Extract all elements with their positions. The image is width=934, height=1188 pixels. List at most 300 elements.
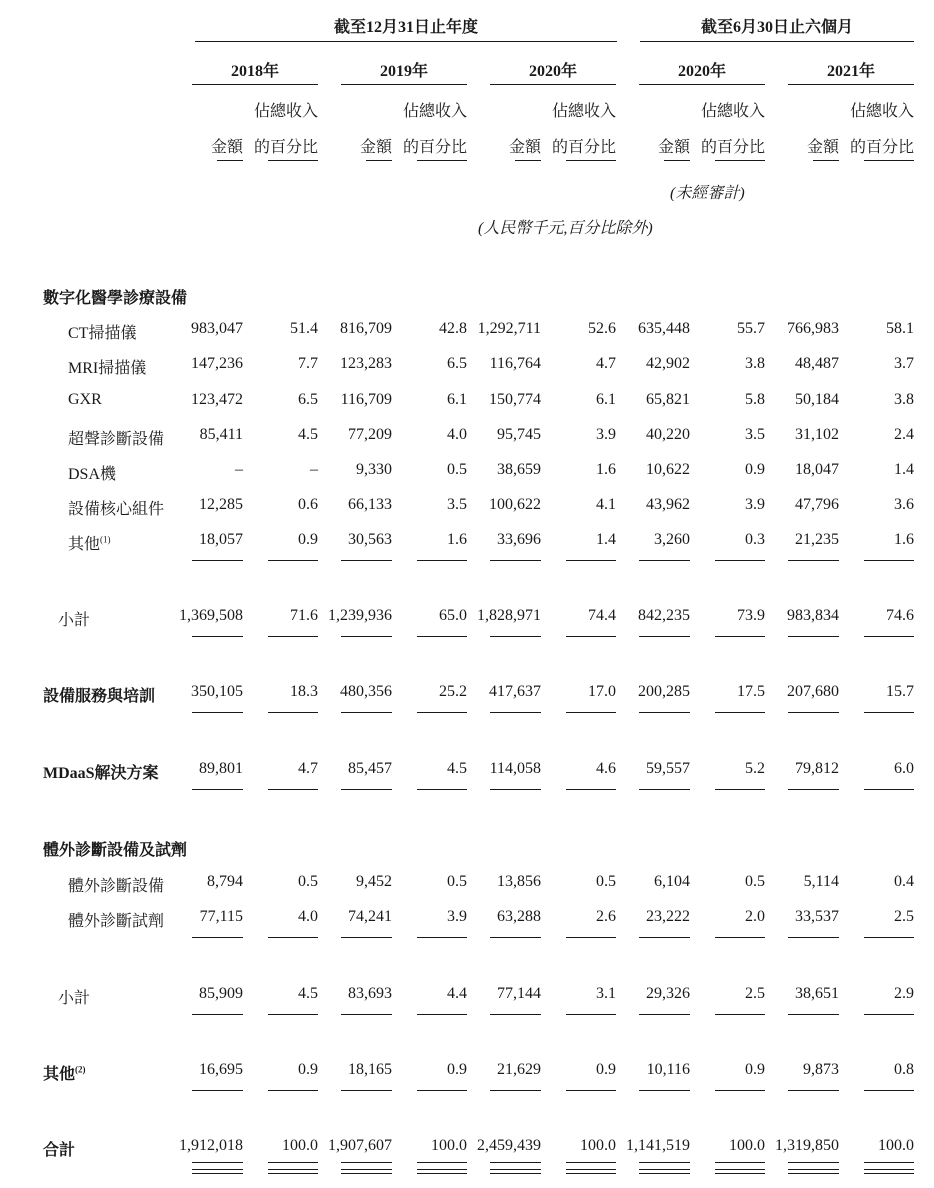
amount-cell-total: 1,141,519 bbox=[626, 1137, 690, 1154]
column-rule bbox=[490, 560, 541, 561]
row-label-core: 設備核心組件 bbox=[68, 501, 165, 518]
pct-cell-mdaas: 4.5 bbox=[447, 760, 467, 777]
row-label-ivd-equip: 體外診斷設備 bbox=[68, 878, 165, 895]
year-header-rule bbox=[639, 84, 765, 85]
amount-cell-ct: 766,983 bbox=[787, 320, 839, 337]
column-rule bbox=[639, 636, 690, 637]
column-rule bbox=[715, 1090, 765, 1091]
pct-cell-gxr: 6.5 bbox=[298, 391, 318, 408]
column-rule bbox=[715, 560, 765, 561]
amount-cell-others: 21,629 bbox=[497, 1061, 541, 1078]
amount-cell-subtotal1: 842,235 bbox=[638, 607, 690, 624]
amount-cell-subtotal2: 85,909 bbox=[199, 985, 243, 1002]
amount-cell-others: 16,695 bbox=[199, 1061, 243, 1078]
row-label-subtotal1: 小計 bbox=[58, 612, 91, 629]
amount-cell-subtotal1: 1,239,936 bbox=[328, 607, 392, 624]
column-rule bbox=[490, 789, 541, 790]
column-rule bbox=[566, 789, 616, 790]
pct-cell-mri: 4.7 bbox=[596, 355, 616, 372]
total-double-rule bbox=[490, 1169, 541, 1174]
column-rule bbox=[192, 560, 243, 561]
column-label-underline bbox=[417, 160, 467, 161]
pct-cell-subtotal2: 3.1 bbox=[596, 985, 616, 1002]
amount-cell-total: 1,319,850 bbox=[775, 1137, 839, 1154]
column-rule bbox=[490, 1090, 541, 1091]
year-header: 2019年 bbox=[379, 63, 428, 80]
column-label-underline bbox=[664, 160, 690, 161]
amount-cell-others: 9,873 bbox=[803, 1061, 839, 1078]
amount-cell-dsa: 9,330 bbox=[356, 461, 392, 478]
pct-cell-dsa: 0.9 bbox=[745, 461, 765, 478]
column-rule bbox=[715, 1014, 765, 1015]
column-rule bbox=[192, 1014, 243, 1015]
column-rule bbox=[566, 560, 616, 561]
amount-cell-other1: 30,563 bbox=[348, 531, 392, 548]
amount-column-label: 金額 bbox=[806, 139, 839, 156]
amount-cell-mdaas: 59,557 bbox=[646, 760, 690, 777]
pct-cell-gxr: 6.1 bbox=[447, 391, 467, 408]
column-rule bbox=[639, 937, 690, 938]
total-double-rule bbox=[192, 1169, 243, 1174]
column-rule bbox=[639, 789, 690, 790]
column-rule bbox=[566, 1162, 616, 1163]
pct-column-label-line2: 的百分比 bbox=[551, 139, 616, 156]
total-double-rule bbox=[341, 1169, 392, 1174]
amount-column-label: 金額 bbox=[359, 139, 392, 156]
pct-cell-dsa: 1.4 bbox=[894, 461, 914, 478]
pct-cell-total: 100.0 bbox=[282, 1137, 318, 1154]
row-label-other1 bbox=[68, 531, 111, 554]
pct-cell-dsa: 1.6 bbox=[596, 461, 616, 478]
pct-cell-core: 0.6 bbox=[298, 496, 318, 513]
amount-cell-subtotal1: 983,834 bbox=[787, 607, 839, 624]
pct-cell-ivd_equip: 0.5 bbox=[298, 873, 318, 890]
year-header-rule bbox=[788, 84, 914, 85]
pct-cell-ultrasound: 3.9 bbox=[596, 426, 616, 443]
pct-cell-others: 0.9 bbox=[745, 1061, 765, 1078]
column-rule bbox=[417, 636, 467, 637]
amount-cell-service: 417,637 bbox=[489, 683, 541, 700]
amount-cell-ivd_reagent: 33,537 bbox=[795, 908, 839, 925]
column-rule bbox=[417, 1090, 467, 1091]
pct-cell-mri: 3.8 bbox=[745, 355, 765, 372]
column-rule bbox=[417, 1162, 467, 1163]
row-label-dsa: DSA機 bbox=[68, 466, 117, 483]
amount-cell-service: 207,680 bbox=[787, 683, 839, 700]
column-rule bbox=[417, 560, 467, 561]
amount-column-label: 金額 bbox=[210, 139, 243, 156]
pct-cell-ct: 42.8 bbox=[439, 320, 467, 337]
pct-cell-mdaas: 6.0 bbox=[894, 760, 914, 777]
column-rule bbox=[639, 1162, 690, 1163]
column-rule bbox=[341, 1090, 392, 1091]
header-group-year: 截至12月31日止年度 bbox=[333, 19, 478, 36]
amount-cell-ct: 816,709 bbox=[340, 320, 392, 337]
column-rule bbox=[192, 789, 243, 790]
amount-cell-service: 350,105 bbox=[191, 683, 243, 700]
amount-cell-ivd_equip: 8,794 bbox=[207, 873, 243, 890]
total-double-rule bbox=[788, 1169, 839, 1174]
pct-cell-core: 4.1 bbox=[596, 496, 616, 513]
column-rule bbox=[192, 636, 243, 637]
pct-column-label-line2: 的百分比 bbox=[253, 139, 318, 156]
amount-cell-subtotal1: 1,828,971 bbox=[477, 607, 541, 624]
amount-cell-ultrasound: 85,411 bbox=[199, 426, 243, 443]
footnote-marker: (2) bbox=[75, 1064, 86, 1075]
amount-cell-ct: 635,448 bbox=[638, 320, 690, 337]
pct-cell-mri: 7.7 bbox=[298, 355, 318, 372]
year-header-rule bbox=[490, 84, 616, 85]
column-rule bbox=[864, 1162, 914, 1163]
column-rule bbox=[864, 560, 914, 561]
year-header-rule bbox=[192, 84, 318, 85]
year-header: 2018年 bbox=[230, 63, 279, 80]
amount-cell-mri: 42,902 bbox=[646, 355, 690, 372]
year-header-rule bbox=[341, 84, 467, 85]
column-rule bbox=[715, 789, 765, 790]
pct-cell-total: 100.0 bbox=[729, 1137, 765, 1154]
amount-cell-core: 100,622 bbox=[489, 496, 541, 513]
pct-column-label-line2: 的百分比 bbox=[849, 139, 914, 156]
row-label-ct: CT掃描儀 bbox=[68, 325, 137, 342]
pct-cell-service: 15.7 bbox=[886, 683, 914, 700]
amount-cell-mdaas: 114,058 bbox=[489, 760, 541, 777]
column-rule bbox=[788, 560, 839, 561]
column-label-underline bbox=[813, 160, 839, 161]
pct-cell-subtotal2: 4.5 bbox=[298, 985, 318, 1002]
amount-cell-ivd_equip: 9,452 bbox=[356, 873, 392, 890]
amount-cell-mri: 48,487 bbox=[795, 355, 839, 372]
amount-cell-others: 10,116 bbox=[646, 1061, 690, 1078]
pct-cell-ivd_equip: 0.4 bbox=[894, 873, 914, 890]
pct-cell-service: 17.0 bbox=[588, 683, 616, 700]
header-rule bbox=[195, 41, 617, 42]
amount-cell-gxr: 150,774 bbox=[489, 391, 541, 408]
column-rule bbox=[566, 712, 616, 713]
pct-cell-service: 25.2 bbox=[439, 683, 467, 700]
column-label-underline bbox=[268, 160, 318, 161]
column-rule bbox=[417, 1014, 467, 1015]
row-label-ultrasound: 超聲診斷設備 bbox=[68, 431, 165, 448]
amount-cell-mdaas: 79,812 bbox=[795, 760, 839, 777]
column-rule bbox=[341, 636, 392, 637]
pct-cell-ct: 52.6 bbox=[588, 320, 616, 337]
amount-cell-dsa: 18,047 bbox=[795, 461, 839, 478]
column-rule bbox=[490, 937, 541, 938]
pct-cell-ultrasound: 4.5 bbox=[298, 426, 318, 443]
column-rule bbox=[192, 712, 243, 713]
amount-cell-subtotal2: 29,326 bbox=[646, 985, 690, 1002]
pct-column-label-line2: 的百分比 bbox=[402, 139, 467, 156]
pct-cell-subtotal1: 74.4 bbox=[588, 607, 616, 624]
pct-cell-service: 18.3 bbox=[290, 683, 318, 700]
amount-cell-ivd_reagent: 63,288 bbox=[497, 908, 541, 925]
pct-cell-other1: 1.6 bbox=[894, 531, 914, 548]
pct-cell-dsa: – bbox=[310, 461, 318, 478]
amount-cell-ivd_equip: 5,114 bbox=[803, 873, 839, 890]
amount-cell-total: 2,459,439 bbox=[477, 1137, 541, 1154]
pct-cell-total: 100.0 bbox=[878, 1137, 914, 1154]
column-rule bbox=[639, 1014, 690, 1015]
pct-cell-other1: 1.6 bbox=[447, 531, 467, 548]
pct-column-label-line1: 佔總收入 bbox=[849, 103, 914, 120]
amount-column-label: 金額 bbox=[657, 139, 690, 156]
pct-cell-ct: 51.4 bbox=[290, 320, 318, 337]
column-rule bbox=[268, 636, 318, 637]
pct-cell-ivd_equip: 0.5 bbox=[745, 873, 765, 890]
pct-cell-core: 3.5 bbox=[447, 496, 467, 513]
column-rule bbox=[341, 1014, 392, 1015]
column-rule bbox=[341, 560, 392, 561]
column-rule bbox=[341, 937, 392, 938]
column-rule bbox=[864, 636, 914, 637]
column-rule bbox=[490, 1014, 541, 1015]
pct-cell-gxr: 6.1 bbox=[596, 391, 616, 408]
pct-cell-mdaas: 5.2 bbox=[745, 760, 765, 777]
header-group-half: 截至6月30日止六個月 bbox=[700, 19, 853, 36]
pct-cell-subtotal1: 65.0 bbox=[439, 607, 467, 624]
amount-cell-service: 200,285 bbox=[638, 683, 690, 700]
amount-cell-subtotal2: 38,651 bbox=[795, 985, 839, 1002]
column-rule bbox=[268, 937, 318, 938]
section-others bbox=[43, 1061, 86, 1084]
column-rule bbox=[715, 712, 765, 713]
pct-cell-ivd_reagent: 2.6 bbox=[596, 908, 616, 925]
pct-cell-subtotal2: 2.9 bbox=[894, 985, 914, 1002]
column-rule bbox=[192, 937, 243, 938]
amount-cell-subtotal2: 83,693 bbox=[348, 985, 392, 1002]
column-rule bbox=[268, 1090, 318, 1091]
section-equipment-service: 設備服務與培訓 bbox=[43, 688, 156, 705]
amount-cell-ultrasound: 95,745 bbox=[497, 426, 541, 443]
unit-note: (人民幣千元,百分比除外) bbox=[478, 220, 653, 237]
column-rule bbox=[268, 789, 318, 790]
amount-cell-other1: 33,696 bbox=[497, 531, 541, 548]
pct-cell-dsa: 0.5 bbox=[447, 461, 467, 478]
column-rule bbox=[864, 1090, 914, 1091]
column-rule bbox=[864, 937, 914, 938]
column-rule bbox=[788, 1014, 839, 1015]
pct-cell-subtotal1: 73.9 bbox=[737, 607, 765, 624]
column-label-underline bbox=[515, 160, 541, 161]
year-header: 2020年 bbox=[528, 63, 577, 80]
amount-cell-core: 66,133 bbox=[348, 496, 392, 513]
row-label-subtotal2: 小計 bbox=[58, 990, 91, 1007]
total-double-rule bbox=[715, 1169, 765, 1174]
column-rule bbox=[715, 636, 765, 637]
amount-cell-others: 18,165 bbox=[348, 1061, 392, 1078]
column-rule bbox=[268, 1014, 318, 1015]
section-others-label: 其他 bbox=[43, 1066, 76, 1083]
column-rule bbox=[268, 712, 318, 713]
pct-cell-ivd_equip: 0.5 bbox=[447, 873, 467, 890]
amount-cell-mdaas: 89,801 bbox=[199, 760, 243, 777]
column-rule bbox=[341, 712, 392, 713]
pct-cell-ct: 58.1 bbox=[886, 320, 914, 337]
unaudited-note: (未經審計) bbox=[670, 185, 745, 202]
pct-cell-ct: 55.7 bbox=[737, 320, 765, 337]
column-rule bbox=[788, 712, 839, 713]
amount-cell-ivd_reagent: 74,241 bbox=[348, 908, 392, 925]
pct-cell-ivd_equip: 0.5 bbox=[596, 873, 616, 890]
column-label-underline bbox=[566, 160, 616, 161]
column-rule bbox=[566, 1014, 616, 1015]
amount-cell-mri: 116,764 bbox=[489, 355, 541, 372]
pct-cell-gxr: 3.8 bbox=[894, 391, 914, 408]
section-mdaas: MDaaS解決方案 bbox=[43, 765, 159, 782]
total-double-rule bbox=[417, 1169, 467, 1174]
pct-cell-other1: 0.9 bbox=[298, 531, 318, 548]
pct-cell-mdaas: 4.6 bbox=[596, 760, 616, 777]
pct-cell-core: 3.9 bbox=[745, 496, 765, 513]
pct-column-label-line2: 的百分比 bbox=[700, 139, 765, 156]
pct-cell-mri: 3.7 bbox=[894, 355, 914, 372]
column-rule bbox=[268, 1162, 318, 1163]
total-double-rule bbox=[864, 1169, 914, 1174]
row-label-gxr: GXR bbox=[68, 391, 102, 408]
amount-cell-ivd_equip: 6,104 bbox=[654, 873, 690, 890]
pct-cell-subtotal1: 71.6 bbox=[290, 607, 318, 624]
pct-cell-other1: 0.3 bbox=[745, 531, 765, 548]
amount-cell-dsa: – bbox=[235, 461, 243, 478]
column-rule bbox=[341, 1162, 392, 1163]
amount-cell-ultrasound: 77,209 bbox=[348, 426, 392, 443]
year-header: 2021年 bbox=[826, 63, 875, 80]
row-label-ivd-reagent: 體外診斷試劑 bbox=[68, 913, 165, 930]
section-total: 合計 bbox=[43, 1142, 76, 1159]
amount-cell-ct: 983,047 bbox=[191, 320, 243, 337]
pct-cell-total: 100.0 bbox=[431, 1137, 467, 1154]
total-double-rule bbox=[639, 1169, 690, 1174]
pct-cell-service: 17.5 bbox=[737, 683, 765, 700]
year-header: 2020年 bbox=[677, 63, 726, 80]
pct-column-label-line1: 佔總收入 bbox=[402, 103, 467, 120]
pct-cell-ivd_reagent: 4.0 bbox=[298, 908, 318, 925]
amount-cell-gxr: 65,821 bbox=[646, 391, 690, 408]
column-rule bbox=[417, 937, 467, 938]
column-rule bbox=[715, 1162, 765, 1163]
column-rule bbox=[566, 1090, 616, 1091]
amount-cell-core: 12,285 bbox=[199, 496, 243, 513]
row-label-other1-text: 其他 bbox=[68, 536, 101, 553]
column-rule bbox=[715, 937, 765, 938]
column-rule bbox=[864, 712, 914, 713]
column-rule bbox=[192, 1162, 243, 1163]
column-label-underline bbox=[366, 160, 392, 161]
row-label-mri: MRI掃描儀 bbox=[68, 360, 147, 377]
column-rule bbox=[864, 789, 914, 790]
pct-column-label-line1: 佔總收入 bbox=[700, 103, 765, 120]
amount-cell-subtotal1: 1,369,508 bbox=[179, 607, 243, 624]
pct-cell-ivd_reagent: 2.5 bbox=[894, 908, 914, 925]
amount-cell-ct: 1,292,711 bbox=[477, 320, 541, 337]
total-double-rule bbox=[268, 1169, 318, 1174]
column-rule bbox=[639, 712, 690, 713]
pct-column-label-line1: 佔總收入 bbox=[551, 103, 616, 120]
pct-cell-ultrasound: 2.4 bbox=[894, 426, 914, 443]
amount-cell-ivd_equip: 13,856 bbox=[497, 873, 541, 890]
section-ivd: 體外診斷設備及試劑 bbox=[43, 842, 188, 859]
pct-cell-ultrasound: 4.0 bbox=[447, 426, 467, 443]
amount-cell-dsa: 10,622 bbox=[646, 461, 690, 478]
pct-cell-ivd_reagent: 3.9 bbox=[447, 908, 467, 925]
amount-cell-ivd_reagent: 77,115 bbox=[199, 908, 243, 925]
column-rule bbox=[490, 636, 541, 637]
column-rule bbox=[639, 560, 690, 561]
pct-cell-core: 3.6 bbox=[894, 496, 914, 513]
column-rule bbox=[788, 636, 839, 637]
amount-cell-other1: 3,260 bbox=[654, 531, 690, 548]
header-rule bbox=[640, 41, 914, 42]
pct-cell-others: 0.8 bbox=[894, 1061, 914, 1078]
amount-cell-ultrasound: 40,220 bbox=[646, 426, 690, 443]
pct-cell-ultrasound: 3.5 bbox=[745, 426, 765, 443]
column-rule bbox=[788, 937, 839, 938]
column-label-underline bbox=[715, 160, 765, 161]
pct-cell-ivd_reagent: 2.0 bbox=[745, 908, 765, 925]
amount-cell-subtotal2: 77,144 bbox=[497, 985, 541, 1002]
amount-cell-dsa: 38,659 bbox=[497, 461, 541, 478]
footnote-marker: (1) bbox=[100, 534, 111, 545]
column-rule bbox=[490, 712, 541, 713]
column-rule bbox=[417, 712, 467, 713]
amount-cell-gxr: 116,709 bbox=[340, 391, 392, 408]
amount-column-label: 金額 bbox=[508, 139, 541, 156]
pct-cell-mdaas: 4.7 bbox=[298, 760, 318, 777]
column-rule bbox=[192, 1090, 243, 1091]
amount-cell-other1: 18,057 bbox=[199, 531, 243, 548]
amount-cell-other1: 21,235 bbox=[795, 531, 839, 548]
pct-cell-others: 0.9 bbox=[298, 1061, 318, 1078]
pct-cell-others: 0.9 bbox=[447, 1061, 467, 1078]
column-label-underline bbox=[864, 160, 914, 161]
pct-cell-mri: 6.5 bbox=[447, 355, 467, 372]
column-rule bbox=[788, 789, 839, 790]
column-rule bbox=[864, 1014, 914, 1015]
column-label-underline bbox=[217, 160, 243, 161]
pct-cell-total: 100.0 bbox=[580, 1137, 616, 1154]
pct-cell-subtotal1: 74.6 bbox=[886, 607, 914, 624]
amount-cell-total: 1,912,018 bbox=[179, 1137, 243, 1154]
pct-cell-other1: 1.4 bbox=[596, 531, 616, 548]
total-double-rule bbox=[566, 1169, 616, 1174]
column-rule bbox=[268, 560, 318, 561]
amount-cell-mri: 123,283 bbox=[340, 355, 392, 372]
column-rule bbox=[566, 636, 616, 637]
amount-cell-core: 47,796 bbox=[795, 496, 839, 513]
amount-cell-service: 480,356 bbox=[340, 683, 392, 700]
pct-cell-subtotal2: 2.5 bbox=[745, 985, 765, 1002]
amount-cell-gxr: 50,184 bbox=[795, 391, 839, 408]
column-rule bbox=[566, 937, 616, 938]
column-rule bbox=[341, 789, 392, 790]
column-rule bbox=[417, 789, 467, 790]
column-rule bbox=[788, 1090, 839, 1091]
amount-cell-ultrasound: 31,102 bbox=[795, 426, 839, 443]
column-rule bbox=[639, 1090, 690, 1091]
column-rule bbox=[490, 1162, 541, 1163]
pct-cell-gxr: 5.8 bbox=[745, 391, 765, 408]
amount-cell-ivd_reagent: 23,222 bbox=[646, 908, 690, 925]
amount-cell-core: 43,962 bbox=[646, 496, 690, 513]
column-rule bbox=[788, 1162, 839, 1163]
pct-cell-others: 0.9 bbox=[596, 1061, 616, 1078]
pct-cell-subtotal2: 4.4 bbox=[447, 985, 467, 1002]
section-digital-medical: 數字化醫學診療設備 bbox=[43, 290, 188, 307]
amount-cell-gxr: 123,472 bbox=[191, 391, 243, 408]
amount-cell-mri: 147,236 bbox=[191, 355, 243, 372]
pct-column-label-line1: 佔總收入 bbox=[253, 103, 318, 120]
